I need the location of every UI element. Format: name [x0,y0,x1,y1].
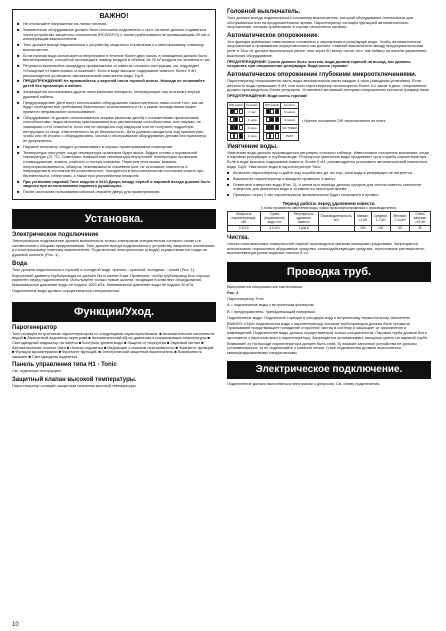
drain-pipe-intro: Выполняется специалистом сантехником. [227,283,303,289]
dip-switch-icon [230,133,243,139]
drain-figure-text-2: Внимание! а) На выходе парогенератора должен быть слив, б) никакие запорные устройства не должны устанавливаться, в) не подключайте к сливной линии, г) все подключения должны выполняться квалифицированными специалистами. [227,340,417,356]
warning-item: ■ Если горячая вода используется непрерывно в течение более двух часов, в помещении должно быть вентилирование, способное производить замену воздуха в объёме 18-20 м³ воздуха на человека в час. [17,52,211,63]
water-text-1: Топс должна подключаться к горячей и холодной воде, причем – красный, холодная – синий (Рис. 1). [12,266,196,272]
warning-item: ■ Оборудование не должно использоваться лицами (включая детей) с пониженными физическими способностями, недостаточным чувствованием или умственными способностями, или лицами, не знающими о его опасности, если они не находятся под надзором или не получили подробную инструкцию от лица, ответственного за их безопасность. Дети должны находиться под присмотром, чтобы они не играли с оборудованием. Чистка и обслуживание оборудования детьми без присмотра не допускаются. [17,114,206,143]
deep-drain-text: Парогенератор опорожняется часть воды автоматически через каждые 4 часа (заводская установка). Если жесткость воды превышает 9 dH, или если парогенератор используется более 4-х часов в день, опорожнение должно производиться более регулярно. Установите желаемый интервал опорожнения согласно графику ниже. [227,77,431,93]
dip-table-1: DIP-switch Function 1 час 2 часа 3 часа 4 часа [227,102,260,141]
table-row: TEST [263,132,298,140]
softening-table-subtitle: (Чтобы произвести умягчение воды, нужно проконсультироваться с производителем). [261,205,397,210]
table-row: 1 час [228,108,260,116]
table-row: 2 часа [228,116,260,124]
table-row: 5 часов [263,108,298,116]
dip-switch-icon [266,109,279,115]
table-row: 3 часа [228,124,260,132]
warning-title: ВАЖНО! [99,13,129,20]
dip-note: • Нужное положение DIP-переключателя на плате [301,119,386,124]
deep-drain-heading: Автоматическое опорожнение глубокими микроотключениями. [227,71,417,78]
drain-figure-item: A = подключение воды с встроенным фильтром. [227,302,315,308]
auto-drain-heading: Автоматическое опорожнение. [227,32,320,39]
dip-switch-icon [266,133,279,139]
warning-item: ■ Регулярно выполняйте процедуры профилактики от извести согласно инструкции, см. подраздел «Очищение от известковых отложений». Если в воде высокое содержание извести, более 9 dH, рекомендуется установить автоматический смягчитель воды ТорS. [17,63,200,78]
warning-item: ■ Паровой генератор следует устанавливать в хорошо проветриваемом помещении. [17,143,174,149]
softening-heading: Умягчение воды. [227,143,278,150]
softening-table [227,201,431,232]
steam-heading: Парогенератор [12,324,57,331]
dip-switch-icon [230,125,243,131]
safety-heading: Защитный клапан высокой температуры. [12,376,137,383]
main-switch-heading: Головной выключатель. [227,9,301,15]
table-row: 4 часа [228,132,260,140]
drain-figure-item: B = предохранитель, принадлежащий напорным. [227,308,316,314]
safety-text: Парогенератор оснащён защитным клапаном высокой температуры. [12,382,137,388]
electric-banner: Электрическое подключение. [227,361,431,379]
warning-item: ■ Топс должен всегда подключаться к устройству защитного отключения и к многоразовому главному выключателю. [17,42,204,52]
warning-item: ■ Не отключайте напряжение на линии питания. [17,21,108,26]
warning-item: ■ При установке паровой Топс модели в 0410 Дверь между сауной и паровой всегда должна быть закрыта при использовании парового душа/сауны. [17,178,211,189]
left-column [12,9,216,390]
drain-figure-text: ВАЖНО! Сброс подключения воды к парогенератору, система трубопроводов должна быть промыта! Промывание предотвращает попадание сторонних частиц в систему и защищает от загрязнения и повреждений. Подключение воды должно осуществляться только специалистом. Паровая труба должна быть проложена с наклоном вниз к парогенератору. Запрещается устанавливать запорные краны на паровой трубе. [227,320,429,340]
list-item: ■ Отвинтите отверстие воды (Рис. 2), а затем при помощи детских средств для снятия извести заполните отверстие для умягчения воды и оставьте на некоторое время. [227,181,422,192]
warning-item: ■ Предупреждение! Дети могут использовать оборудование самостоятельно лишь после того, как им будут сообщены все требования безопасного использования и те, к каким последствиям может привести неправильное использование. [17,99,204,114]
drain-figure-sub: Парогенератор Топс. [227,296,265,302]
right-column [227,9,431,388]
list-item: ■ Примерно через 1 час парогенератор автоматически будет опорожнен и промыт. [227,192,380,198]
install-banner: Установка. [12,209,216,229]
functions-banner: Функции/Уход. [12,302,216,322]
dip-switch-icon [266,117,279,123]
drain-figure-item: Подключение воды: Подключите горячую и холодную воду к встроенному термостатному смесителю. [227,314,412,320]
main-switch-text: Топс должен всегда подключаться к головному выключателю, который оборудование отключается для обслуживания или на продолжительное время. Парогенератор оснащён функцией автоматического опорожнения, которая срабатывает в случае отключения питания. [227,15,414,30]
warning-item: ■ ПРЕДУПРЕЖДЕНИЕ! Не прикасайтесь к верхней части горячей плиты. Никогда не оставляйте детей без присмотра в кабине. [17,78,205,89]
electric-note: Подключение должно выполняться электриком с допуском. См. схему подключения. [227,380,381,386]
list-item: ■ Включите парогенератор и дайте ему поработать до тех пор, пока вода в резервуаре не нагреется. [227,169,413,175]
auto-drain-text: Эта функция уменьшает известковые отложения и загрязнения в резервуаре воды. Чтобы автоматическое опорожнение и промывание осуществлялись как должно, главный выключатель между предохранительным реле и Топс не должен выключаться ранее, чем через 60 минут после того, как таймер на панели управления выключил оборудование. [227,38,427,58]
water-text-2: Внутренний диаметр трубопровода не должен быть менее 8 мм. Проверьте, чтобы трубопровод был хорошо укреплён перед подключением. Используйте только новые шланги, входящие в комплект оборудования. Максимальное давление воды не подано 1000 кПа. Минимальное давление воды не подано 30 кПа. [12,272,210,288]
warning-item: ■ Заземленное оборудование должно быть постоянно подключено к сети; питание должно подаваться через устройство защитного отключения (RCD/GFCI) с током срабатывания не превышающим 30 мА и изолирующим выключателем. [17,26,210,42]
auto-drain-warning: ПРЕДУПРЕЖДЕНИЕ! Сопло должно быть чистым, вода должна горячей на выход, мы должны сохранять при опорожнении резервуара. Вода очень горячая! [227,58,411,69]
softening-table-title: Период работы перед удалением извести. [282,200,376,206]
softening-text: Умягчение воды должно производиться регулярно согласно таблице. Известковые отложения возникают, когда в паровом резервуаре и трубопроводе. Регулярное умягчение воды продлевает срок службы парогенератора. Если в воде высокое содержание извести, более 9 dH, рекомендуется установить автоматический смягчитель воды ТорS. Умягчение воды в парогенераторе Топс: [227,149,429,169]
warning-item: ■ После окончания пользования кабиной откройте дверь для проветривания. [17,189,161,195]
electric-heading: Электрическое подключение [12,232,99,239]
water-text-3: Подключение воды должно осуществляться специалистом. [12,288,120,294]
drain-pipe-banner: Проводка труб. [227,262,431,282]
panel-heading: Панель управления типа H1 - Tonic [12,362,117,369]
table-row: 6 часов [263,116,298,124]
table-row: 2,2/4,5 3,0 кг/ч 1 раз в 200 100 60 30 [228,225,431,231]
warning-list [17,22,211,195]
water-heading: Вода [12,260,28,267]
cleaning-text: Чистка пластмассовых поверхностей парной производится мягкими моющими средствами. Запрещается использовать порошковые абразивные средства, сильнодействующие средства, агрессивные растворители, высокотемпературные водяные насосы и т.п. [227,240,425,256]
dip-switch-icon [230,117,243,123]
electric-text: Электрическое подключение должно выполняться только электриком специалистом согласно схеме и в соответствии с общими предписаниями. Топс должен всегда подключаться к устройству защитного отключения и к многоразовому главному выключателю. Подключение электричества (и воды) осуществляется сзади на душевой колонне (Рис. 1). [12,238,215,258]
warning-item: ■ Температура наступает, когда температура организма будет выше. Будьте готовы к нормальной температуре (37 °C). Симптомы: повышенная температура внутренней температуры организма, головокружение, апатия, слабость и потеря сознания. Перегрев тела может вызвать: непрочувствованность, обморок, невозможность пошевелиться, не осознание опасности и повреждения в состоянии бессознательного. Находиться в бессознательном состоянии опасно при беременности, гипертонии, а также при употреблении лекарств. [17,149,204,178]
table-row: NO TIMER [263,124,298,132]
list-item: ■ Выключите парогенератор и выждите примерно 5 минут. [227,175,336,181]
deep-drain-warning: ПРЕДУПРЕЖДЕНИЕ! Вода очень горячая! [227,93,308,99]
warning-item: ■ Запрещается использовать другие электрические аппараты, генерирующие пар или влагу внутри душевой кабины. [17,89,200,99]
panel-text: См. отдельную инструкцию. [12,368,63,374]
drain-figure-heading: Рис. 3 [227,289,239,295]
dip-table-2: DIP-switch Function 5 часов 6 часов NO TIMER TEST [263,102,299,141]
dip-switch-figure [227,102,431,141]
dip-switch-icon [230,109,243,115]
softening-steps [227,171,431,198]
steam-text: Топс оснащён встроенным парогенератором со следующими характеристиками: ■ Автоматическое наполнение водой ■ Агрегатный индикатор перегрева ■ Автоматический сброс давления и нормализация температуры ■ Светодиодный индикатор на панели ■ Контроль уровня воды ■ Защита от перегрева ■ Звуковой сигнал ■ Автоматическая очистка бака ■ Ночная подсветка ■ Индикация с поиском неисправности ■ Фрагмент функций: ■ Функция ароматерапии ■ Фрагмент функций: ■ Электрический защитный выключатель ■ Возможность заказать ■ Светодиодная подсветка [12,330,215,359]
table-header-row: Мощность парогенератора, кВт Сухая (нормальная) вода, кг/ч Регулярность удаления извести Производительность, кг/ч Мягкая, <1 dH Средняя, 1-7 dH Жёсткая, 7-14 dH Очень жёсткая, >14 dH [228,211,431,225]
cleaning-heading: Чистка. [227,234,250,241]
warning-box [12,9,216,200]
page-number: 10 [12,622,19,628]
dip-switch-icon [266,125,279,131]
